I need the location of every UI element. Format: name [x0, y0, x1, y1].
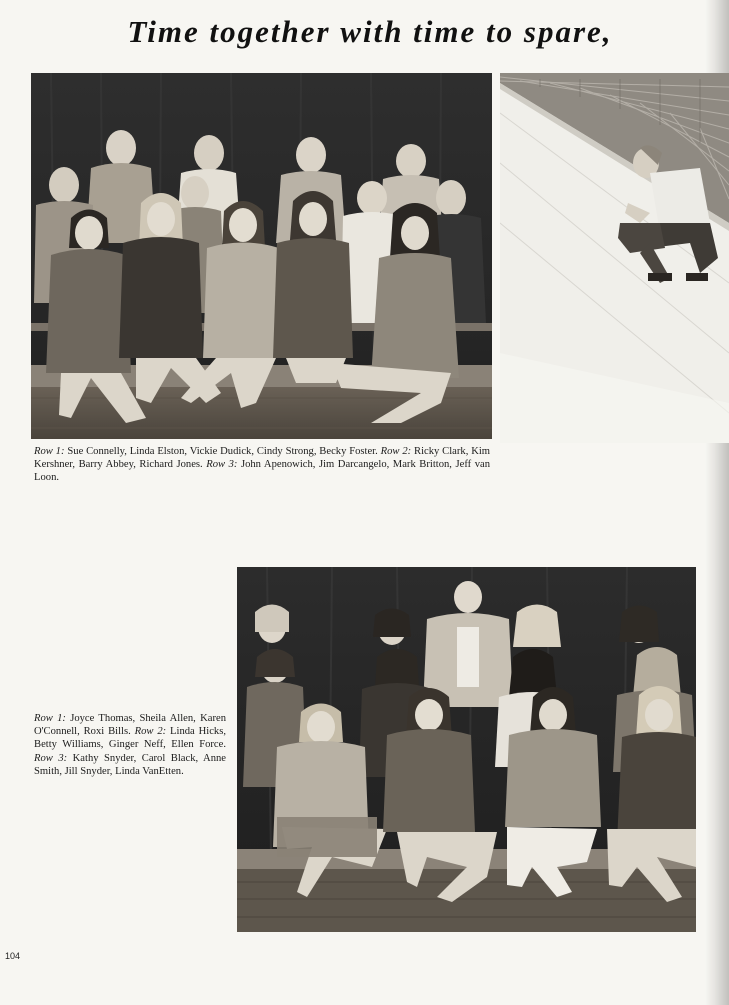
group-photo-1 [31, 73, 492, 439]
group-photo-2 [237, 567, 696, 932]
caption-group-photo-2 [34, 712, 226, 778]
row-2-names: Linda Hicks, Betty Williams, Ginger Neff, Ellen Force. [34, 726, 226, 751]
page-headline: Time together with time to spare, [127, 14, 613, 49]
hallway-photo-image [500, 73, 729, 443]
row-2-label: Row 2: [380, 446, 412, 457]
row-3-label: Row 3: [34, 752, 68, 764]
row-1-names: Sue Connelly, Linda Elston, Vickie Dudick, Cindy Strong, Becky Foster. [67, 446, 378, 457]
row-1-label: Row 1: [34, 713, 66, 724]
hallway-photo [500, 73, 729, 443]
page-number: 104 [5, 951, 21, 961]
group-photo-1-image [31, 73, 492, 439]
row-2-names: Ricky Clark, Kim Kershner, Barry Abbey, Richard Jones. [34, 446, 491, 471]
row-3-names: Kathy Snyder, Carol Black, Anne Smith, Jill Snyder, Linda VanEtten. [34, 752, 226, 777]
caption-group-photo-1 [34, 445, 490, 485]
row-3-label: Row 3: [206, 459, 238, 471]
row-2-label: Row 2: [134, 726, 167, 738]
row-1-names: Joyce Thomas, Sheila Allen, Karen O'Connell, Roxi Bills. [34, 713, 226, 738]
row-1-label: Row 1: [34, 446, 65, 457]
row-3-names: John Apenowich, Jim Darcangelo, Mark Britton, Jeff van Loon. [34, 459, 491, 484]
group-photo-2-image [237, 567, 696, 932]
